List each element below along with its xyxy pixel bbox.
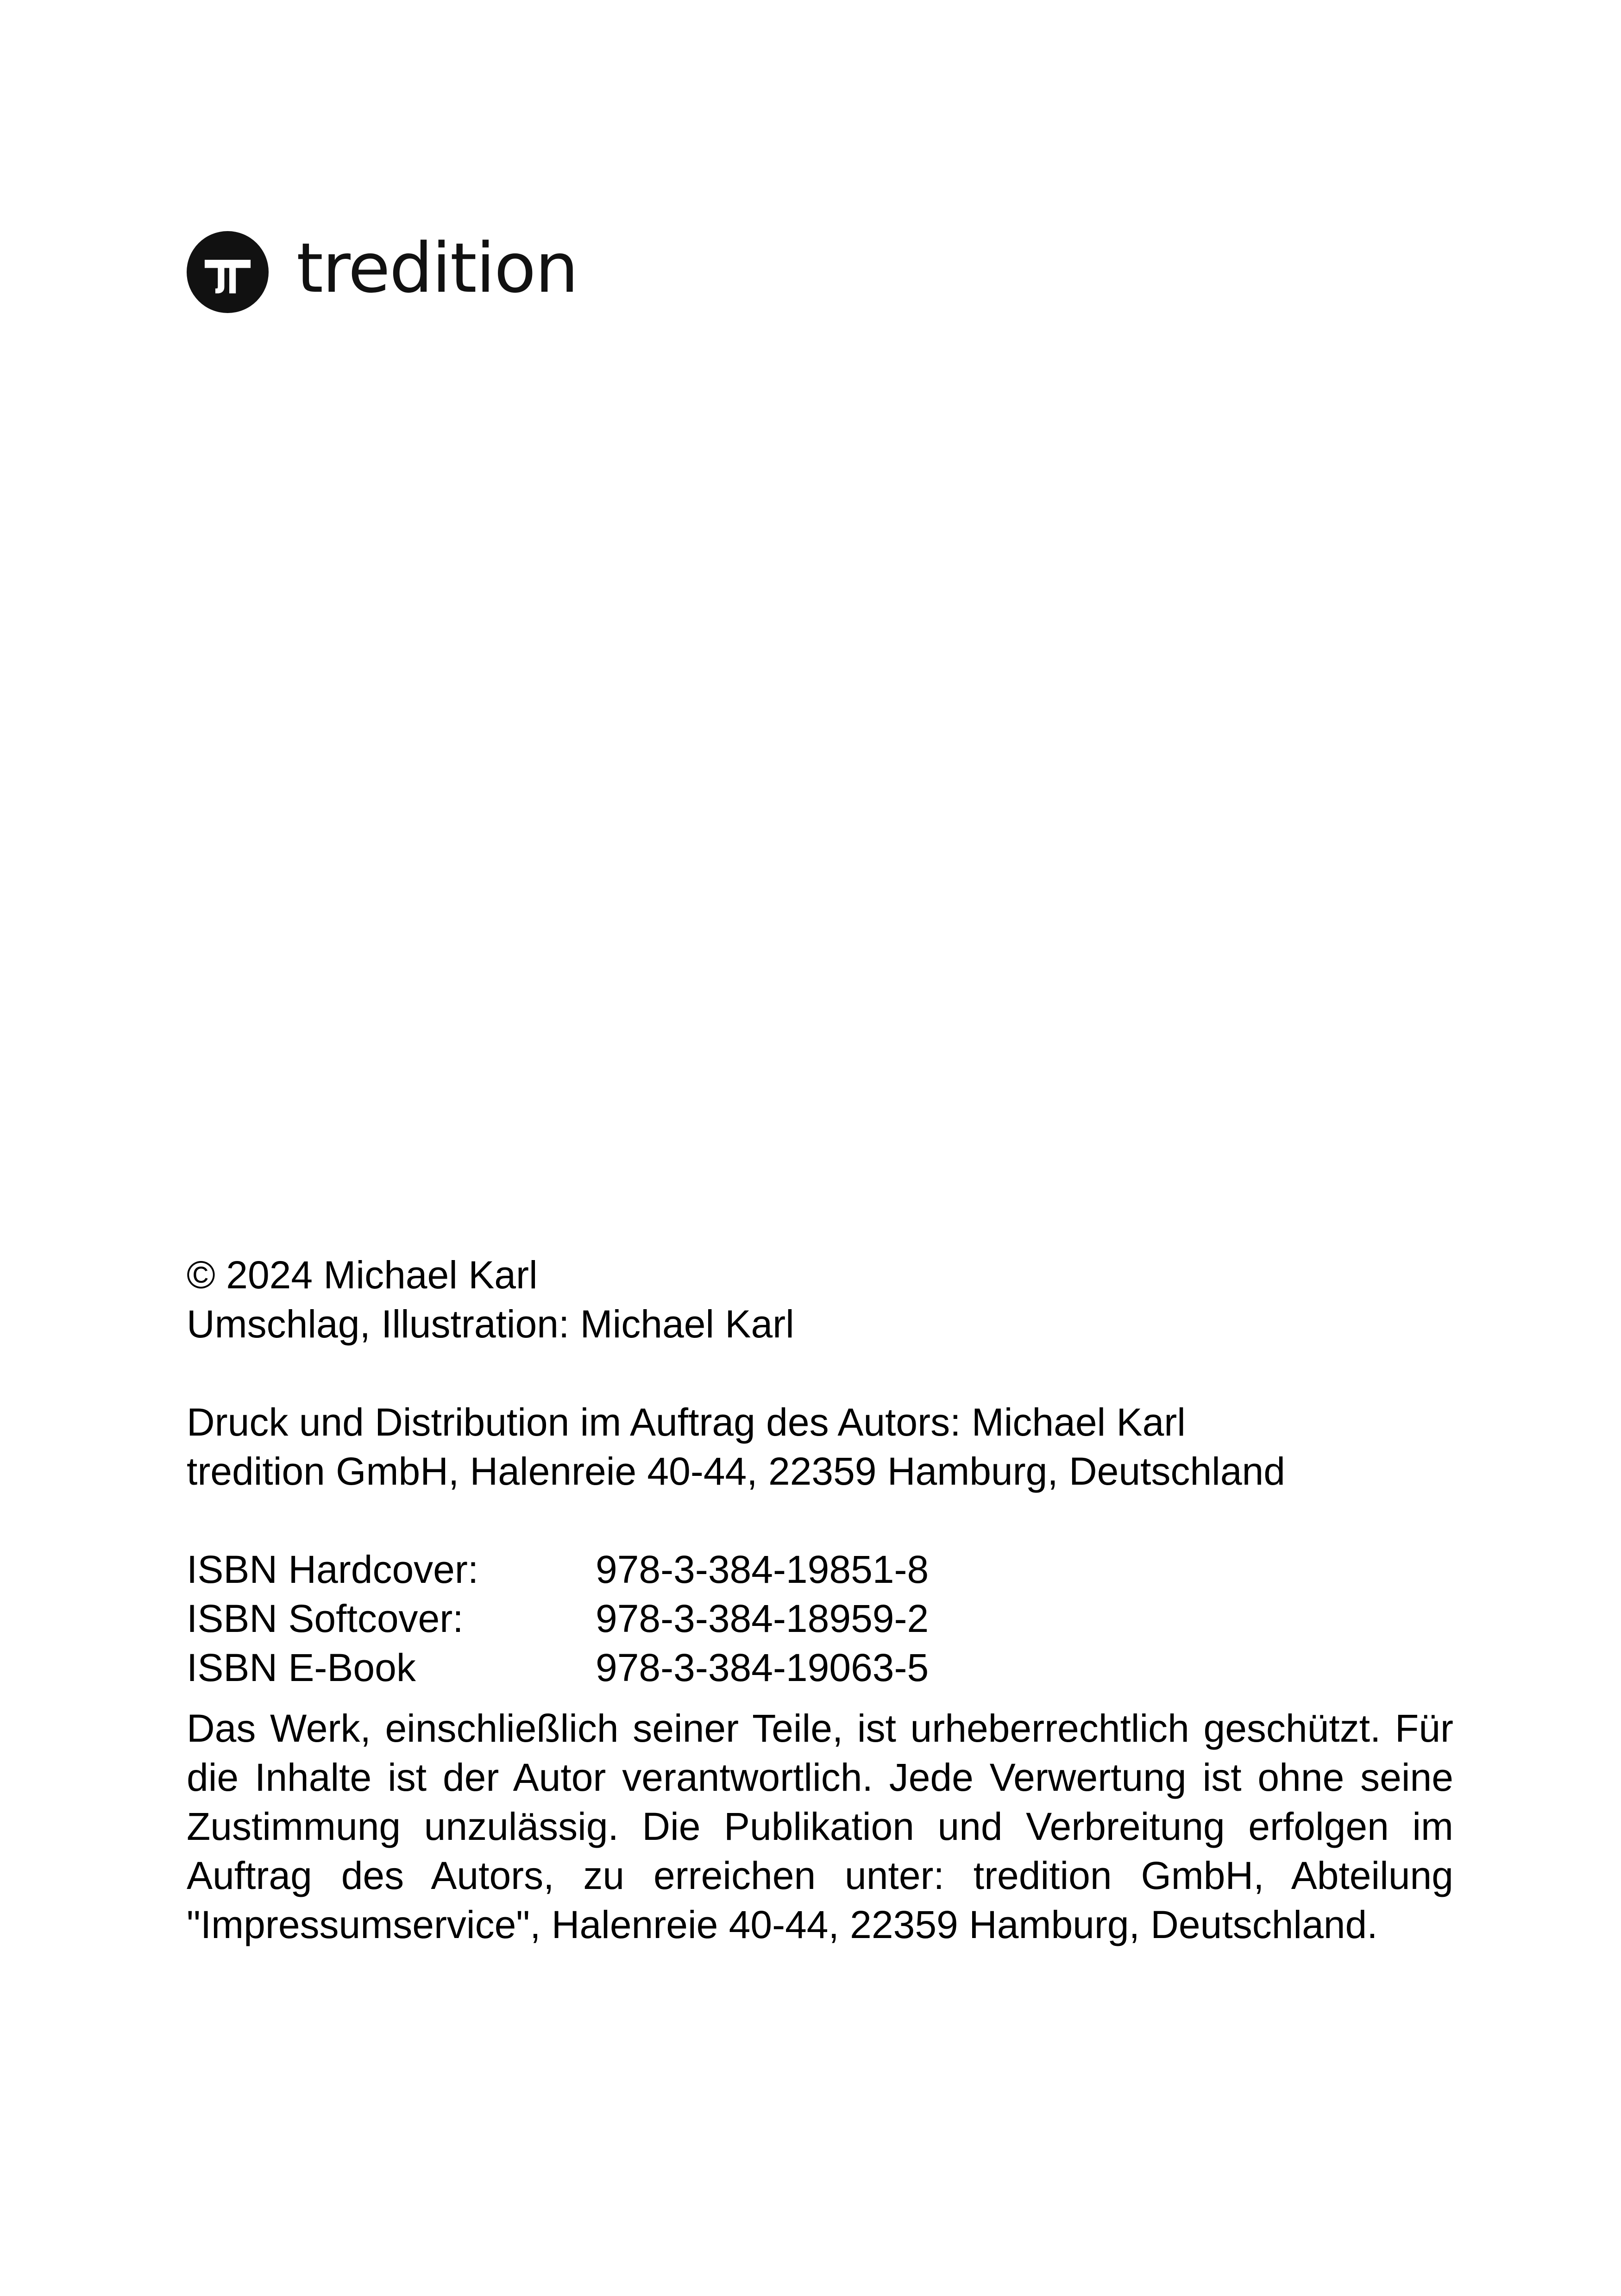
logo-wordmark: tredition bbox=[296, 228, 578, 308]
isbn-value: 978-3-384-19063-5 bbox=[596, 1646, 929, 1689]
isbn-row-ebook bbox=[187, 1643, 1453, 1692]
publisher-address-line: tredition GmbH, Halenreie 40-44, 22359 Hamburg, Deutschland bbox=[187, 1449, 1285, 1493]
cover-credit-line: Umschlag, Illustration: Michael Karl bbox=[187, 1302, 794, 1346]
isbn-label: ISBN Hardcover: bbox=[187, 1548, 479, 1591]
isbn-row-hardcover bbox=[187, 1545, 1453, 1594]
imprint-block bbox=[187, 1250, 1453, 1988]
spacer bbox=[187, 1349, 1453, 1398]
isbn-label: ISBN E-Book bbox=[187, 1646, 416, 1689]
spacer bbox=[187, 1496, 1453, 1545]
isbn-row-softcover bbox=[187, 1594, 1453, 1643]
isbn-label: ISBN Softcover: bbox=[187, 1597, 464, 1640]
distribution-line: Druck und Distribution im Auftrag des Autors: Michael Karl bbox=[187, 1400, 1186, 1444]
publisher-logo bbox=[187, 230, 578, 314]
isbn-value: 978-3-384-18959-2 bbox=[596, 1597, 929, 1640]
copyright-line: © 2024 Michael Karl bbox=[187, 1253, 538, 1297]
legal-notice: Das Werk, einschließlich seiner Teile, ist urheberrechtlich geschützt. Für die Inhalte ist der Autor verantwortlich. Jede Verwertung ist ohne seine Zustimmung unzulässig. Die Publikation und Verbreitung erfolgen im Auftrag des Autors, zu erreichen unter: tredition GmbH, Abteilung "Impressumservice", Halenreie 40-44, 22359 Hamburg, Deutschland. bbox=[187, 1706, 1453, 1946]
tredition-logo-icon bbox=[187, 231, 269, 313]
isbn-value: 978-3-384-19851-8 bbox=[596, 1548, 929, 1591]
